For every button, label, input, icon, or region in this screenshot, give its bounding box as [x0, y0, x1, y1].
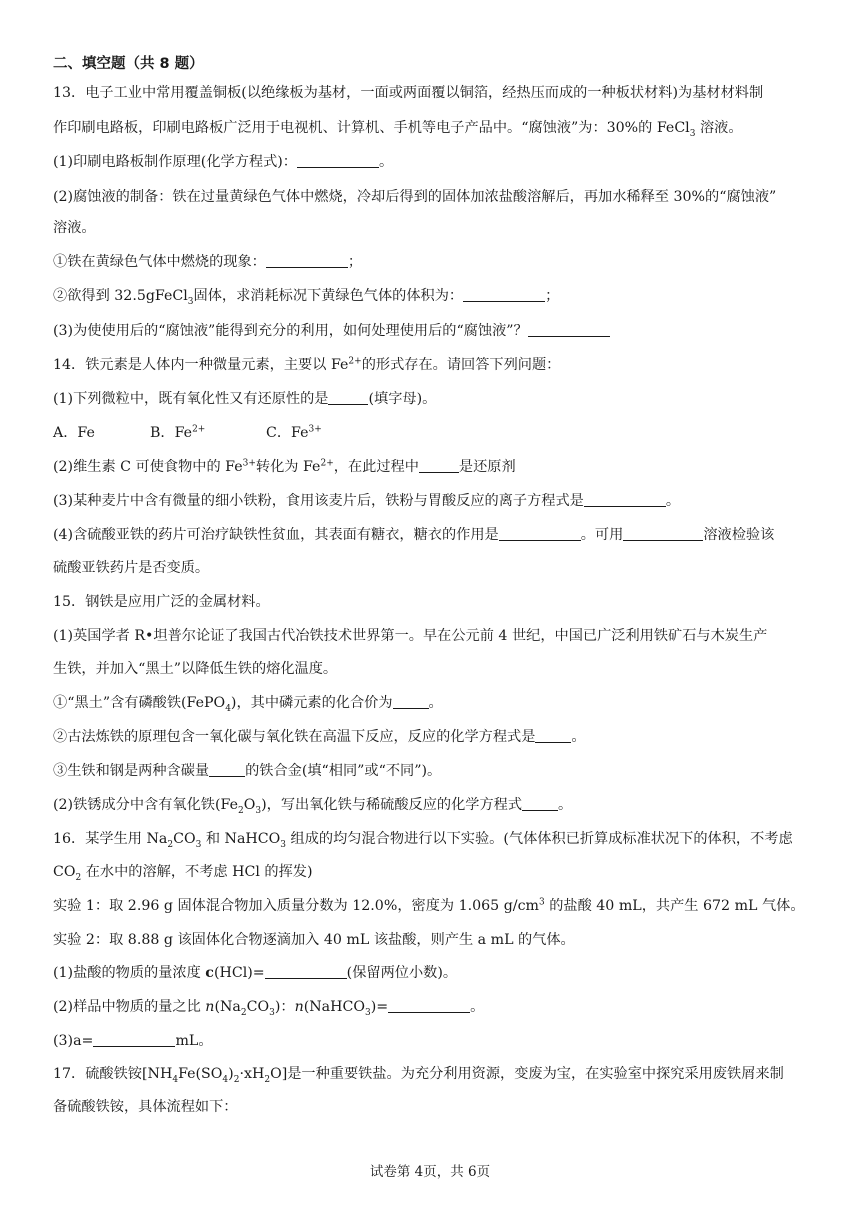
q16-experiment1: 实验 1：取 2.96 g 固体混合物加入质量分数为 12.0%，密度为 1.065 $g/cm^3$ 的盐酸 40 mL，共产生 672 mL 气体。 [53, 897, 805, 914]
q16-experiment2: 实验 2：取 8.88 g 该固体化合物逐滴加入 40 mL 该盐酸，则产生 a mL 的气体。 [53, 932, 575, 948]
q13-part3: (3)为使使用后的“腐蚀液”能得到充分的利用，如何处理使用后的“腐蚀液”？ [53, 321, 820, 341]
q16-part2: (2)样品中物质的量之比 $n(Na_2CO_3)$：n(NaHCO$_3$)= 。 [53, 999, 485, 1018]
answer-blank[interactable] [297, 153, 379, 168]
q16-part1: (1)盐酸的物质的量浓度 c(HCl)= (保留两位小数)。 [53, 965, 458, 981]
q17-stem-line2: 备硫酸铁铵，具体流程如下： [53, 1099, 238, 1115]
answer-blank[interactable] [266, 253, 348, 268]
section-title: 二、填空题（共 8 题） [53, 56, 204, 72]
answer-blank[interactable] [328, 390, 368, 405]
answer-blank[interactable] [419, 458, 459, 473]
q14-options [53, 423, 820, 443]
q15-stem: 15．钢铁是应用广泛的金属材料。 [53, 594, 270, 610]
q14-part4-line2: 硫酸亚铁药片是否变质。 [53, 560, 210, 576]
q13-part2-b: ②欲得到 32.5gFeCl$_3$固体，求消耗标况下黄绿色气体的体积为： ； [53, 288, 560, 307]
q15-part1-b: ②古法炼铁的原理包含一氧化碳与氧化铁在高温下反应，反应的化学方程式是 。 [53, 729, 586, 745]
q14-part4-line1: (4)含硫酸亚铁的药片可治疗缺铁性贫血，其表面有糖衣，糖衣的作用是 。可用 溶液检验该 [53, 527, 775, 543]
answer-blank[interactable] [535, 728, 571, 743]
answer-blank[interactable] [522, 796, 558, 811]
answer-blank[interactable] [623, 526, 703, 541]
q13-part1: (1)印刷电路板制作原理(化学方程式)： 。 [53, 154, 394, 170]
answer-blank[interactable] [463, 287, 545, 302]
option-b: B．$Fe^{2+}$ [150, 424, 206, 441]
q15-part1-line2: 生铁，并加入“黑土”以降低生铁的熔化温度。 [53, 661, 338, 677]
q13-stem-line1: 13．电子工业中常用覆盖铜板(以绝缘板为基材，一面或两面覆以铜箔，经热压而成的一种板状材料)为基材材料制 [53, 85, 764, 101]
answer-blank[interactable] [93, 1032, 175, 1047]
q13-stem-line2: 作印刷电路板，印刷电路板广泛用于电视机、计算机、手机等电子产品中。“腐蚀液”为：30%的 FeCl$_3$ 溶液。 [53, 120, 743, 139]
q16-stem-line2: $CO_2$ 在水中的溶解，不考虑 HCl 的挥发) [53, 864, 313, 883]
q13-part2-line2: 溶液。 [53, 220, 96, 236]
q15-part1-c: ③生铁和钢是两种含碳量 的铁合金(填“相同”或“不同”)。 [53, 763, 442, 779]
answer-blank[interactable] [265, 964, 347, 979]
q16-stem-line1: 16．某学生用 $Na_2CO_3$ 和 NaHCO$_3$ 组成的均匀混合物进行以下实验。(气体体积已折算成标准状况下的体积，不考虑 [53, 831, 793, 850]
answer-blank[interactable] [528, 322, 610, 337]
answer-blank[interactable] [393, 694, 429, 709]
answer-blank[interactable] [388, 998, 470, 1013]
page-footer: 试卷第 4页，共 6页 [369, 1164, 491, 1180]
option-c: C．$Fe^{3+}$ [266, 424, 322, 441]
q14-part2: (2)维生素 C 可使食物中的 $Fe^{3+}$转化为 $Fe^{2+}$，在此过程中 是还原剂 [53, 458, 516, 475]
q15-part1-line1: (1)英国学者 R•坦普尔论证了我国古代冶铁技术世界第一。早在公元前 4 世纪，中国已广泛利用铁矿石与木炭生产 [53, 628, 768, 644]
answer-blank[interactable] [209, 762, 245, 777]
q14-part1: (1)下列微粒中，既有氧化性又有还原性的是 (填字母)。 [53, 391, 437, 407]
q15-part2: (2)铁锈成分中含有氧化铁$(Fe_2O_3)$，写出氧化铁与稀硫酸反应的化学方程式 。 [53, 797, 573, 816]
option-a: A．Fe [53, 425, 95, 441]
q15-part1-a: ①“黑土”含有磷酸铁(FePO$_4$)，其中磷元素的化合价为 。 [53, 695, 443, 714]
q16-part3: (3)a= mL。 [53, 1033, 213, 1049]
q14-part3: (3)某种麦片中含有微量的细小铁粉，食用该麦片后，铁粉与胃酸反应的离子方程式是 。 [53, 493, 681, 509]
answer-blank[interactable] [499, 526, 581, 541]
answer-blank[interactable] [584, 492, 666, 507]
q13-part2-line1: (2)腐蚀液的制备：铁在过量黄绿色气体中燃烧，冷却后得到的固体加浓盐酸溶解后，再加水稀释至 30%的“腐蚀液” [53, 189, 777, 205]
q13-part2-a: ①铁在黄绿色气体中燃烧的现象： ； [53, 254, 363, 270]
q17-stem-line1: 17．硫酸铁铵$[NH_4Fe(SO_4)_2\cdot xH_2O]$是一种重要铁盐。为充分利用资源，变废为宝，在实验室中探究采用废铁屑来制 [53, 1066, 784, 1085]
q14-stem: 14．铁元素是人体内一种微量元素，主要以 $Fe^{2+}$的形式存在。请回答下列问题： [53, 356, 561, 373]
